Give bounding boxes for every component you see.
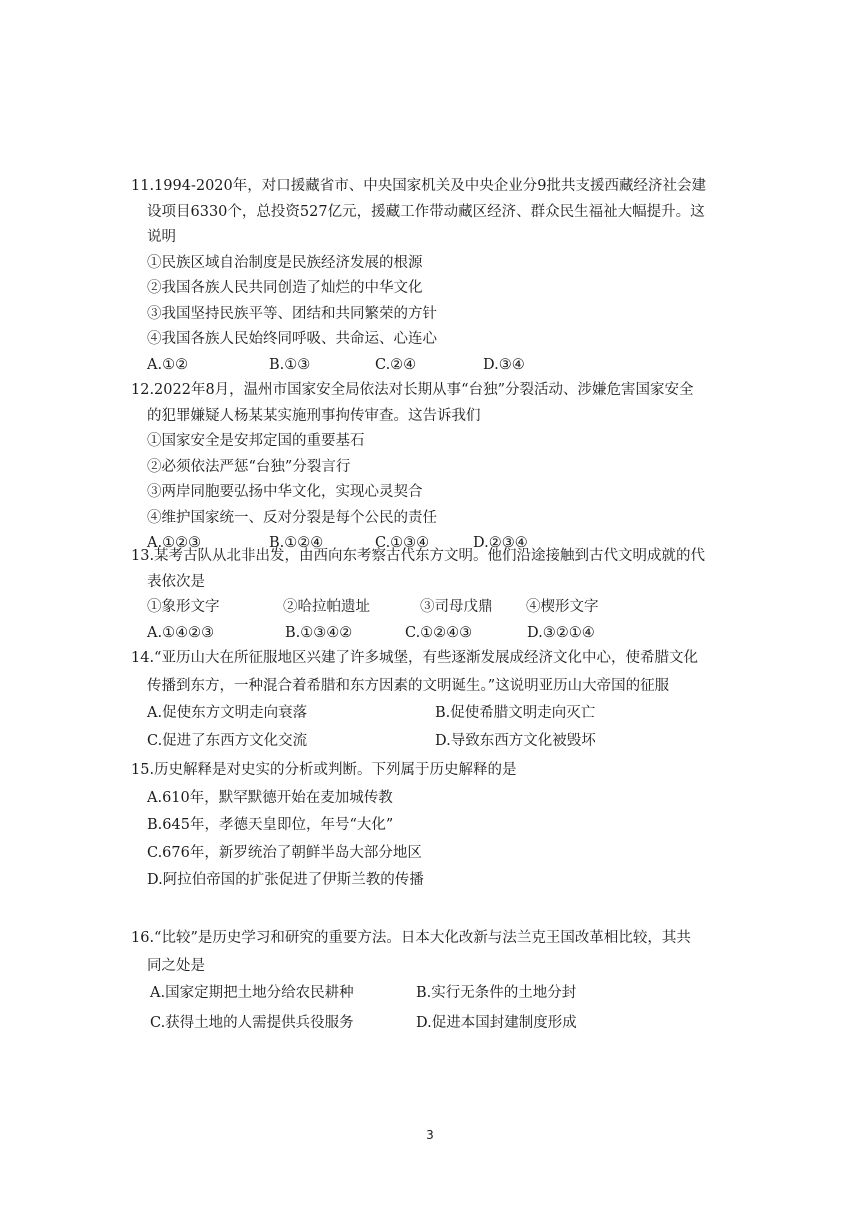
- question-stem: 11.1994-2020年，对口援藏省市、中央国家机关及中央企业分9批共支援西藏经济社会建: [131, 178, 706, 194]
- option-b: B.①③: [269, 356, 311, 373]
- answer-options: [131, 353, 731, 379]
- statement-item: ①民族区域自治制度是民族经济发展的根源: [147, 254, 423, 271]
- statement-item: ①国家安全是安邦定国的重要基石: [147, 433, 365, 449]
- option-c: C.676年，新罗统治了朝鲜半岛大部分地区: [147, 844, 422, 861]
- page-number: 3: [426, 1128, 434, 1142]
- option-d: D.②③④: [473, 535, 528, 551]
- question-stem: 13.某考古队从北非出发，由西向东考察古代东方文明。他们沿途接触到古代文明成就的代: [131, 548, 706, 564]
- statement-item: ①象形文字: [147, 599, 220, 615]
- option-b: B.①②④: [269, 535, 324, 551]
- option-a: A.促使东方文明走向衰落: [147, 705, 308, 721]
- question-14: [131, 646, 731, 754]
- answer-options: [131, 621, 731, 647]
- question-stem: 16.“比较”是历史学习和研究的重要方法。日本大化改新与法兰克王国改革相比较，其共: [131, 930, 691, 946]
- question-stem: 15.历史解释是对史实的分析或判断。下列属于历史解释的是: [131, 762, 517, 778]
- option-d: D.阿拉伯帝国的扩张促进了伊斯兰教的传播: [147, 872, 424, 888]
- statement-item: ④楔形文字: [526, 599, 599, 615]
- option-d: D.③②①④: [527, 624, 595, 641]
- statement-item: ②哈拉帕遗址: [283, 599, 370, 615]
- question-stem-continued: 说明: [147, 229, 176, 245]
- question-stem-continued: 同之处是: [147, 957, 205, 974]
- option-c: C.①③④: [375, 535, 430, 551]
- answer-options: [131, 701, 731, 754]
- statement-item: ②必须依法严惩“台独”分裂言行: [147, 458, 351, 475]
- question-16: [131, 926, 731, 1036]
- option-a: A.①④②③: [147, 624, 215, 641]
- option-a: A.国家定期把土地分给农民耕种: [150, 985, 354, 1001]
- statement-item: ③我国坚持民族平等、团结和共同繁荣的方针: [147, 305, 437, 322]
- option-d: D.促进本国封建制度形成: [416, 1014, 577, 1031]
- statement-item: ④维护国家统一、反对分裂是每个公民的责任: [147, 509, 437, 526]
- option-c: C.②④: [375, 356, 417, 373]
- question-15: [131, 758, 731, 894]
- question-12: [131, 378, 731, 557]
- option-b: B.促使希腊文明走向灭亡: [435, 705, 596, 721]
- option-d: D.导致东西方文化被毁坏: [435, 732, 596, 749]
- statement-item: ③两岸同胞要弘扬中华文化，实现心灵契合: [147, 484, 423, 500]
- statement-item: ②我国各族人民共同创造了灿烂的中华文化: [147, 280, 423, 296]
- question-stem-continued: 设项目6330个，总投资527亿元，援藏工作带动藏区经济、群众民生福祉大幅提升。这: [147, 203, 705, 220]
- option-c: C.①②④③: [405, 624, 473, 641]
- answer-options: [131, 981, 731, 1036]
- question-stem-continued: 传播到东方，一种混合着希腊和东方因素的文明诞生。”这说明亚历山大帝国的征服: [147, 677, 670, 694]
- option-b: B.①③④②: [285, 624, 353, 641]
- option-c: C.促进了东西方文化交流: [147, 732, 308, 749]
- question-stem-continued: 表依次是: [147, 573, 205, 590]
- statement-items-inline: [131, 595, 731, 621]
- question-13: [131, 544, 731, 646]
- question-stem-continued: 的犯罪嫌疑人杨某某实施刑事拘传审查。这告诉我们: [147, 407, 481, 424]
- option-a: A.610年，默罕默德开始在麦加城传教: [147, 789, 393, 806]
- statement-item: ④我国各族人民始终同呼吸、共命运、心连心: [147, 331, 437, 347]
- option-c: C.获得土地的人需提供兵役服务: [150, 1014, 354, 1031]
- option-a: A.①②: [147, 356, 189, 373]
- question-stem: 12.2022年8月，温州市国家安全局依法对长期从事“台独”分裂活动、涉嫌危害国家安全: [131, 382, 694, 398]
- question-stem: 14.“亚历山大在所征服地区兴建了许多城堡，有些逐渐发展成经济文化中心，使希腊文化: [131, 650, 698, 666]
- question-11: [131, 174, 731, 378]
- option-d: D.③④: [483, 356, 525, 373]
- option-b: B.645年，孝德天皇即位，年号“大化”: [147, 817, 394, 833]
- option-a: A.①②③: [147, 535, 202, 551]
- option-b: B.实行无条件的土地分封: [416, 985, 577, 1001]
- statement-item: ③司母戊鼎: [420, 599, 493, 615]
